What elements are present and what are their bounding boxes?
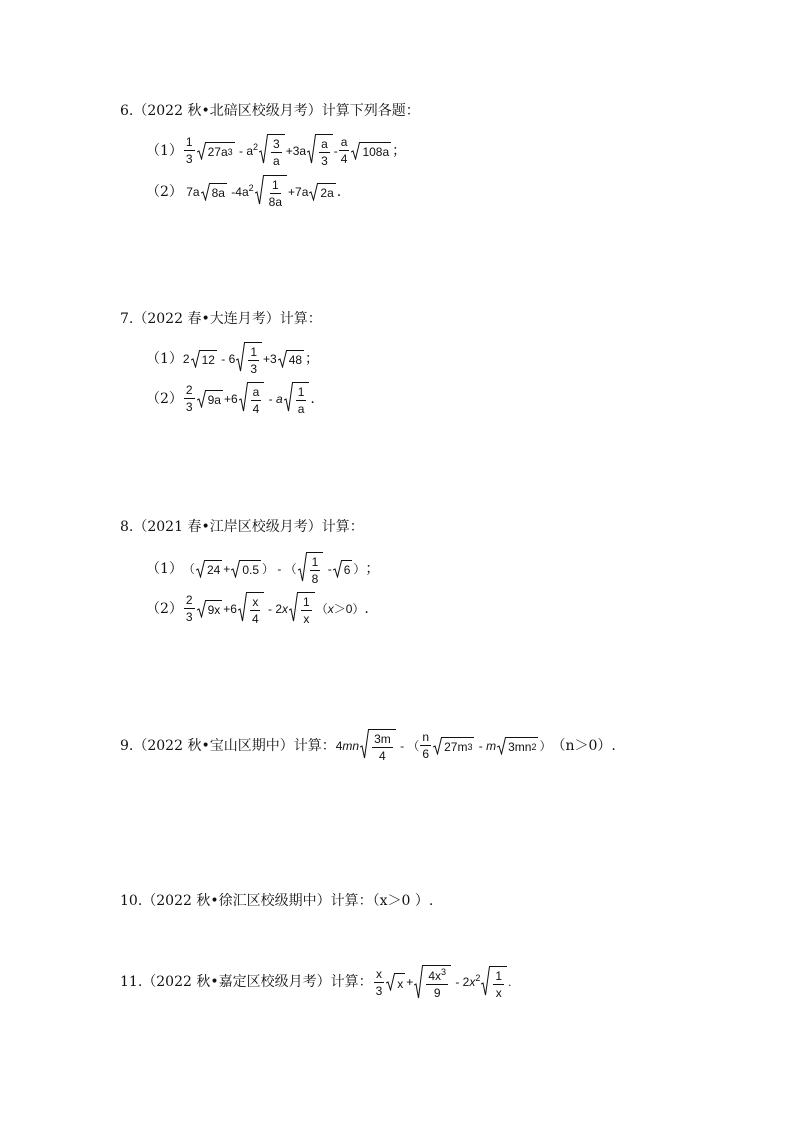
- square-root: 9a: [197, 390, 223, 408]
- problem-8-heading: [120, 520, 364, 534]
- problem-11: 11. （2022 秋•嘉定区校级月考） 计算： $\frac{x}{3}$ x + $\frac{4x^3}{9}$ - $2x^2$ $\frac{1}{x}$ .: [120, 966, 512, 1000]
- square-root: $\frac{3}{a}$: [259, 134, 285, 167]
- part-end: ；: [392, 142, 407, 159]
- square-root: $\frac{1}{a}$: [284, 382, 310, 415]
- square-root: $\frac{4x^3}{9}$: [414, 965, 451, 999]
- problem-prompt: 计算：: [321, 519, 364, 535]
- part-label: （2）: [146, 390, 183, 407]
- problem-number: 7.: [120, 311, 134, 327]
- square-root: 8a: [201, 183, 227, 201]
- fraction: $\frac{a}{4}$: [340, 135, 348, 166]
- square-root: 27m 3: [433, 737, 474, 755]
- part-end: .: [336, 183, 342, 200]
- problem-prompt: 计算：（x＞0 ）.: [330, 893, 434, 909]
- part-label: （1）: [146, 350, 183, 367]
- square-root: $\frac{1}{x}$: [481, 966, 507, 999]
- problem-7-part-2: （2） $\frac{2}{3}$ 9a +6 $\frac{a}{4}$ - a $\frac{1}{a}$ .: [146, 383, 315, 416]
- problem-8-part-2: （2） $\frac{2}{3}$ 9x +6 $\frac{x}{4}$ - 2x $\frac{1}{x}$ （x＞0） .: [146, 593, 369, 626]
- square-root: $\frac{x}{4}$: [238, 592, 264, 625]
- problem-10: [120, 894, 433, 908]
- problem-number: 6.: [120, 103, 134, 119]
- fraction: $\frac{n}{6}$: [422, 730, 430, 761]
- problem-6-part-2: （2） 7a 8a $-4a^2$ $\frac{1}{8a}$ +7a 2a .: [146, 175, 341, 208]
- square-root: 48: [278, 350, 304, 368]
- square-root: $\frac{1}{x}$: [289, 592, 315, 625]
- problem-prompt: 计算：: [279, 311, 322, 327]
- problem-source: （2022 秋•宝山区期中）: [133, 737, 294, 754]
- square-root: 2a: [309, 183, 335, 201]
- part-label: （2）: [146, 600, 183, 617]
- part-end: ；: [365, 560, 380, 577]
- problem-prompt: 计算：: [293, 737, 336, 754]
- problem-number: 10.: [120, 893, 143, 909]
- square-root: 24: [196, 560, 222, 578]
- part-label: （1）: [146, 142, 183, 159]
- problem-6-part-1: （1） $\frac{1}{3}$ 27a 3 - $a^2$ $\frac{3}{a}$ +3a $\frac{a}{3}$ - $\frac{a}{4}$ 108a ；: [146, 135, 407, 168]
- square-root: 27a 3: [197, 142, 235, 160]
- fraction: $\frac{2}{3}$: [185, 383, 193, 414]
- part-end: .: [364, 600, 369, 617]
- square-root: $\frac{3m}{4}$: [360, 729, 396, 762]
- fraction: $\frac{1}{3}$: [185, 135, 193, 166]
- problem-number: 9.: [120, 737, 134, 754]
- square-root: $\frac{1}{3}$: [236, 342, 262, 375]
- part-end: ；: [305, 350, 320, 367]
- problem-6-heading: [120, 104, 420, 118]
- part-label: （2）: [146, 183, 183, 200]
- fraction: $\frac{x}{3}$: [375, 966, 383, 998]
- problem-source: （2021 春•江岸区校级月考）: [133, 519, 322, 535]
- square-root: $\frac{1}{8a}$: [255, 175, 287, 208]
- problem-condition: （n＞0）.: [551, 737, 616, 754]
- square-root: $\frac{1}{8}$: [298, 552, 324, 585]
- square-root: 12: [191, 350, 217, 368]
- problem-9: 9. （2022 秋•宝山区期中） 计算： 4mn $\frac{3m}{4}$ - （ $\frac{n}{6}$ 27m 3 - m 3mn 2 ） （n＞0）.: [120, 730, 616, 763]
- problem-7-part-1: （1） 2 12 - 6 $\frac{1}{3}$ +3 48 ；: [146, 342, 319, 375]
- square-root: 9x: [197, 600, 223, 618]
- problem-7-heading: [120, 312, 322, 326]
- square-root: $\frac{a}{3}$: [307, 134, 333, 167]
- problem-source: （2022 秋•嘉定区校级月考）: [142, 974, 331, 990]
- square-root: 0.5: [231, 560, 261, 578]
- problem-prompt: 计算下列各题：: [321, 103, 420, 119]
- part-end: .: [310, 390, 315, 407]
- problem-source: （2022 秋•徐汇区校级期中）: [142, 893, 331, 909]
- problem-prompt: 计算：: [330, 974, 373, 990]
- part-label: （1）: [146, 560, 183, 577]
- problem-source: （2022 春•大连月考）: [133, 311, 280, 327]
- square-root: 6: [333, 560, 353, 578]
- problem-number: 11.: [120, 974, 143, 990]
- square-root: $\frac{a}{4}$: [239, 382, 265, 415]
- square-root: 3mn 2: [497, 737, 538, 755]
- fraction: $\frac{2}{3}$: [185, 593, 193, 624]
- problem-8-part-1: （1） （ 24 + 0.5 ） - （ $\frac{1}{8}$ - 6 ） ；: [146, 552, 379, 585]
- problem-source: （2022 秋•北碚区校级月考）: [133, 103, 322, 119]
- square-root: 108a: [351, 142, 391, 160]
- square-root: x: [386, 973, 405, 991]
- problem-number: 8.: [120, 519, 134, 535]
